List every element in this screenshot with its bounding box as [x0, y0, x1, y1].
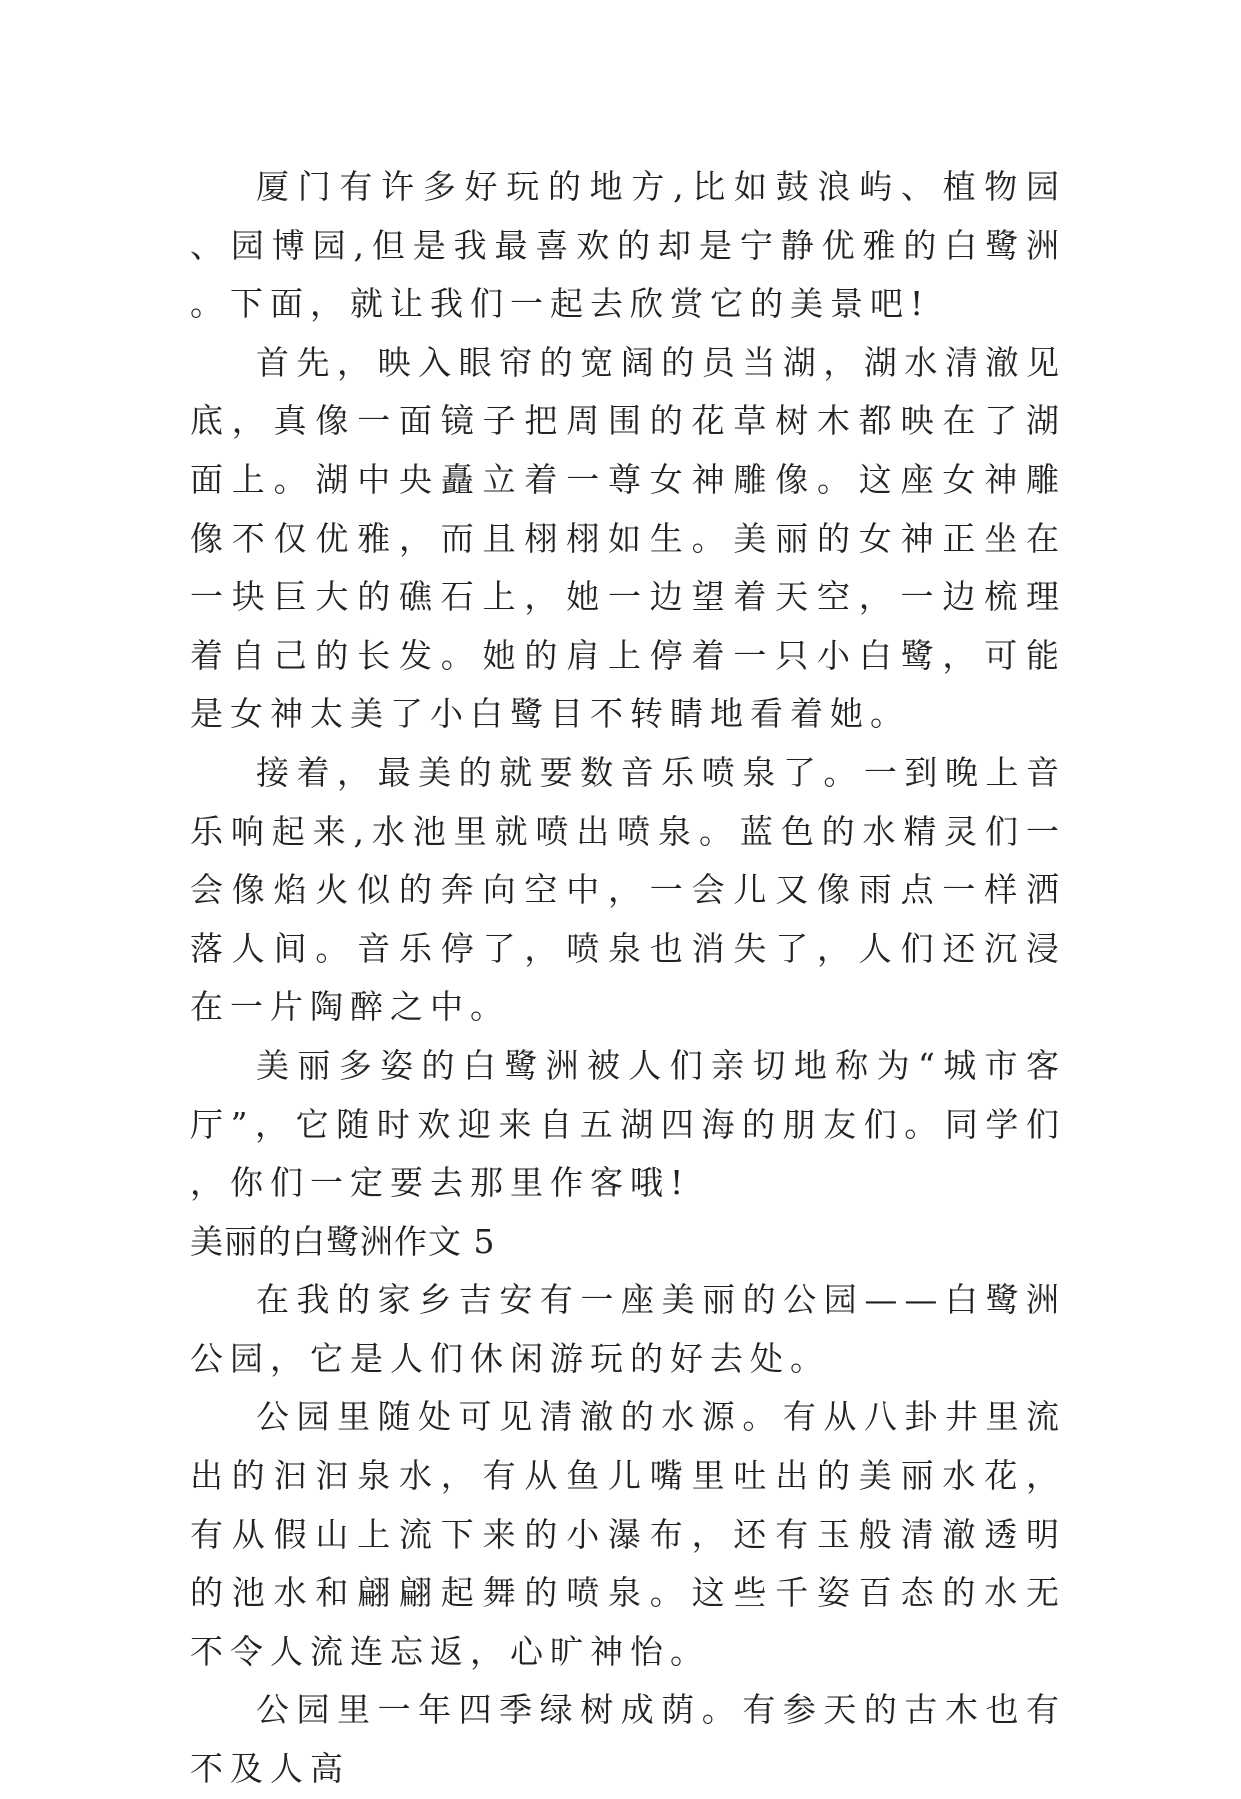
paragraph: 在我的家乡吉安有一座美丽的公园——白鹭洲公园，它是人们休闲游玩的好去处。 [190, 1280, 1066, 1378]
paragraph: 美丽多姿的白鹭洲被人们亲切地称为“城市客厅”，它随时欢迎来自五湖四海的朋友们。同学们，你们一定要去那里作客哦! [190, 1045, 1066, 1203]
document-body [190, 158, 1066, 1799]
section-title: 美丽的白鹭洲作文 5 [190, 1221, 496, 1261]
paragraph: 接着，最美的就要数音乐喷泉了。一到晚上音乐响起来,水池里就喷出喷泉。蓝色的水精灵们一会像焰火似的奔向空中，一会儿又像雨点一样洒落人间。音乐停了，喷泉也消失了，人们还沉浸在一片陶醉之中。 [190, 752, 1066, 1027]
paragraph: 公园里一年四季绿树成荫。有参天的古木也有不及人高 [190, 1690, 1066, 1789]
paragraph: 厦门有许多好玩的地方,比如鼓浪屿、植物园、园博园,但是我最喜欢的却是宁静优雅的白鹭洲。下面，就让我们一起去欣赏它的美景吧! [190, 167, 1066, 324]
paragraph: 公园里随处可见清澈的水源。有从八卦井里流出的汩汩泉水，有从鱼儿嘴里吐出的美丽水花，有从假山上流下来的小瀑布，还有玉般清澈透明的池水和翩翩起舞的喷泉。这些千姿百态的水无不令人流连忘返，心旷神怡。 [190, 1397, 1066, 1671]
paragraph: 首先，映入眼帘的宽阔的员当湖，湖水清澈见底，真像一面镜子把周围的花草树木都映在了湖面上。湖中央矗立着一尊女神雕像。这座女神雕像不仅优雅，而且栩栩如生。美丽的女神正坐在一块巨大的礁石上，她一边望着天空，一边梳理着自己的长发。她的肩上停着一只小白鹭，可能是女神太美了小白鹭目不转睛地看着她。 [190, 342, 1066, 734]
